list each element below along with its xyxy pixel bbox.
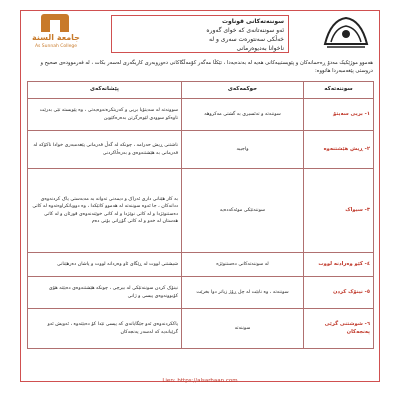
title-lines <box>206 17 284 53</box>
title-line: خەڵکی سەنتورەت سەری و لە <box>209 36 284 43</box>
calligraphy-emblem-icon <box>321 14 371 52</box>
table-row <box>28 99 374 131</box>
row-evidence: پاککردنەوەی ئەو جێگایانەی کە پیسی تێدا کۆ دەبێتەوە ، ئەویش ئەو گرێیانەیە کە لەسەر پەنجەکان <box>28 309 182 349</box>
title-line: ناخوانا بەدیوەرمانی <box>236 45 284 52</box>
college-logo-icon <box>41 14 69 32</box>
footer-link[interactable]: Lien: https://alsarhaan.com <box>162 378 238 384</box>
sunnah-table <box>27 81 374 349</box>
row-ruling: واجیبە <box>182 131 304 169</box>
row-evidence: سوونەتە لە سەیتۆبا بریی و کەریتکرەنەوەیەتی ، وە پێویستە تێی بدرێت تاوەکو سوودی لێوەرگرتن بدەرەکێوین <box>28 99 182 131</box>
row-evidence: شیشتنی لووت لە ڕێگای ئاو وەردانە لووت و پاشان دەرهێنانی <box>28 253 182 277</box>
title-box <box>111 15 289 53</box>
row-ruling: سوننەتە و تەئسیری بە گشتی مەکروهە <box>182 99 304 131</box>
college-logo-english: As Sunnah College <box>34 44 78 49</box>
intro-paragraph: هەموو موژێکیک مەدۆ ڕەحمانەکان و پێویستییەکانی هەیە لە بەندەیەدا ، تێکڵا مەگەر کۆمەڵگاکانی دەوروبەری کاریگەری لەسەر بکات ، لە فەرموودەی صحیح و دروستی پێغەمبەردا هاتووە: <box>40 60 373 74</box>
header-evidence: پێشانەکەی <box>28 82 182 99</box>
row-sunnah: ٤- کێو وەرادنە لووت <box>304 253 374 277</box>
table-row <box>28 131 374 169</box>
title-line: ئەو سوننەتانەی کە خوای گەورە <box>206 27 284 34</box>
row-sunnah: ٥- نینۆک کردن <box>304 277 374 309</box>
document-frame <box>20 10 380 382</box>
row-sunnah: ٢- ڕیش هێشتنەوە <box>304 131 374 169</box>
table-row <box>28 309 374 349</box>
table-row <box>28 277 374 309</box>
row-evidence: ناشتنی ڕیش حەرامە ، چونکە لە گەڵ فەرمانی پێغەمبەری خوادا ناکۆکە لە فەرمانی بە هێشتنەوەی و بەرەڵاکردنی <box>28 131 182 169</box>
table-row <box>28 253 374 277</box>
row-sunnah: ٣- سیواک <box>304 169 374 253</box>
header <box>21 11 379 55</box>
row-sunnah: ٦- شوشتنی گرێی پەنجەکان <box>304 309 374 349</box>
row-evidence: نینۆک کردن سوننەتێکی لە بیرچی ، چونکە هێشتنەوەی دەبێتە هۆی کۆبوونەوەی پیسی و ژانی <box>28 277 182 309</box>
row-ruling: سوننەتە ، وە نابێت لە چل ڕۆژ زیاتر دوا بخرێت <box>182 277 304 309</box>
calligraphy-emblem <box>321 14 371 52</box>
header-sunnah: سوننەتەکە <box>304 82 374 99</box>
table-row <box>28 169 374 253</box>
table-header-row <box>28 82 374 99</box>
row-ruling: سوننەتێکی موئەکەدەیە <box>182 169 304 253</box>
header-ruling: حوکمەکەی <box>182 82 304 99</box>
row-evidence: بە کار هێنانی داری ئەراک و دیمەنی تەوانە بە مەبەستی پاک کردنەوەی ددانەکان ، جا ئەوە سوننەتە لە هەموو کاتێکدا ، وە دووپاتکراوەتەوە لە کاتی دەستنوێژدا و لە کاتی نوێژدا و لە کاتی خوێندنەوەی قورئان و لە کاتی هەستان لە خەو و لە کاتی گۆڕانی بۆنی دەم <box>28 169 182 253</box>
row-sunnah: ١- بریی سەیتۆ <box>304 99 374 131</box>
row-ruling: لە سوننەتەکانی دەستنوێژە <box>182 253 304 277</box>
title-line: سوننەتەکانی قوناوت <box>221 18 284 25</box>
college-logo <box>27 14 85 52</box>
row-ruling: سوننەتە <box>182 309 304 349</box>
college-logo-name: جامعة السنة <box>32 33 80 42</box>
